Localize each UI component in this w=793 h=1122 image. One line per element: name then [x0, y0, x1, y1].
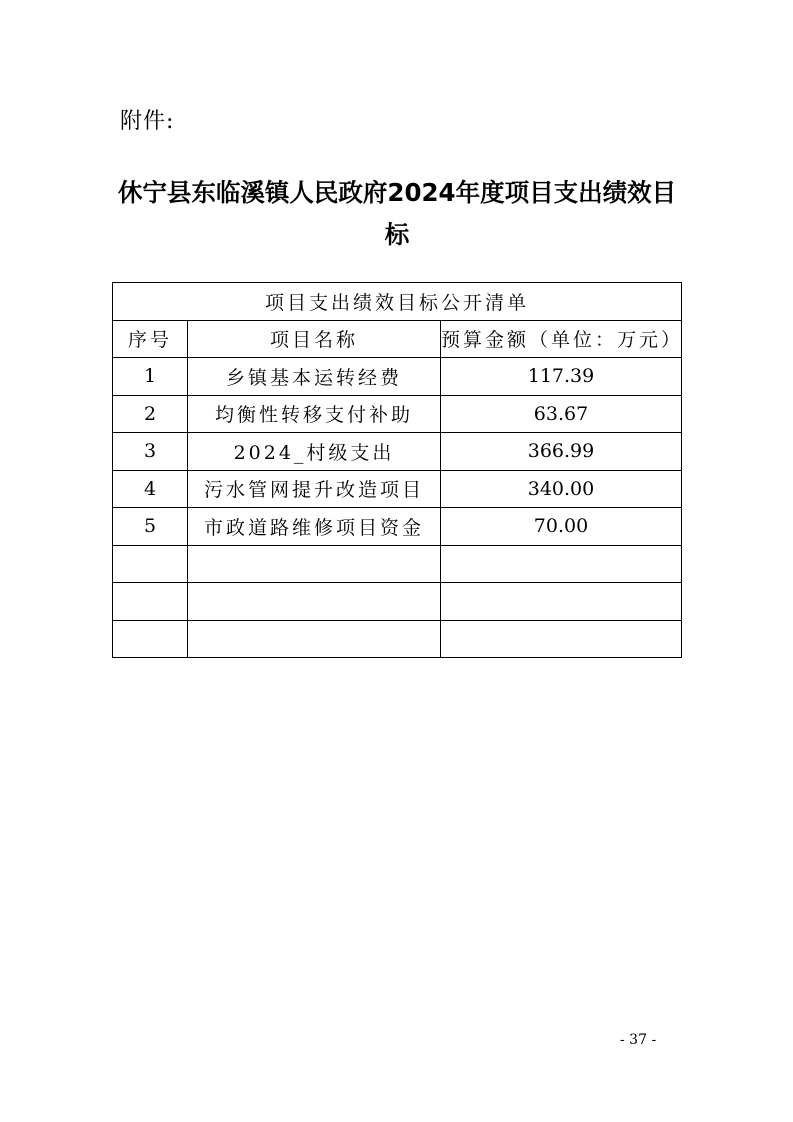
- row-budget-amount: 340.00: [441, 470, 682, 508]
- table-row: [113, 358, 682, 396]
- row-budget-amount: 117.39: [441, 358, 682, 396]
- table-row: [113, 395, 682, 433]
- table-row: [113, 545, 682, 583]
- row-index: [113, 545, 188, 583]
- table-row: [113, 620, 682, 658]
- row-budget-amount: 63.67: [441, 395, 682, 433]
- document-title: 休宁县东临溪镇人民政府2024年度项目支出绩效目标: [117, 178, 677, 249]
- row-index: 1: [113, 358, 188, 396]
- row-index: 5: [113, 508, 188, 546]
- row-budget-amount: [441, 545, 682, 583]
- table-caption-row: [113, 283, 682, 321]
- row-index: [113, 620, 188, 658]
- row-project-name: [188, 583, 441, 621]
- row-index: 2: [113, 395, 188, 433]
- row-index: [113, 583, 188, 621]
- header-index: 序号: [113, 320, 188, 358]
- header-project-name: 项目名称: [188, 320, 441, 358]
- row-budget-amount: 366.99: [441, 433, 682, 471]
- row-project-name: [188, 545, 441, 583]
- attachment-label: 附件:: [120, 109, 175, 134]
- row-budget-amount: [441, 620, 682, 658]
- table-header-row: [113, 320, 682, 358]
- row-project-name: 2024_村级支出: [188, 433, 441, 471]
- row-project-name: 乡镇基本运转经费: [188, 358, 441, 396]
- header-budget-amount: 预算金额（单位：万元）: [441, 320, 682, 358]
- table-row: [113, 508, 682, 546]
- row-index: 3: [113, 433, 188, 471]
- table-row: [113, 433, 682, 471]
- row-index: 4: [113, 470, 188, 508]
- row-project-name: [188, 620, 441, 658]
- budget-table: [112, 282, 682, 658]
- row-project-name: 均衡性转移支付补助: [188, 395, 441, 433]
- table-caption: 项目支出绩效目标公开清单: [113, 283, 682, 321]
- table-row: [113, 583, 682, 621]
- row-budget-amount: 70.00: [441, 508, 682, 546]
- row-project-name: 污水管网提升改造项目: [188, 470, 441, 508]
- page-number: - 37 -: [620, 1032, 657, 1048]
- row-project-name: 市政道路维修项目资金: [188, 508, 441, 546]
- table-row: [113, 470, 682, 508]
- row-budget-amount: [441, 583, 682, 621]
